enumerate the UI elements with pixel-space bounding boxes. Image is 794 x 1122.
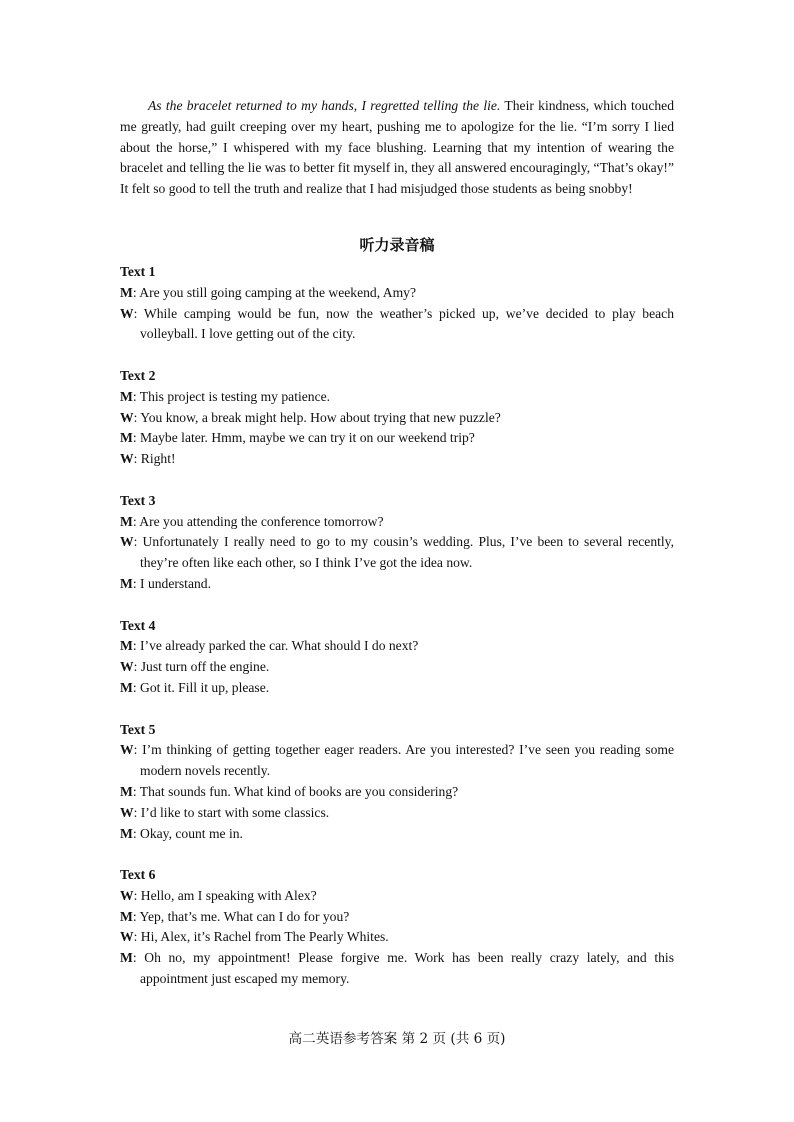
speaker-label: M — [120, 908, 133, 924]
transcript-block — [120, 366, 674, 470]
speaker-label: M — [120, 513, 133, 529]
speaker-label: W — [120, 305, 134, 321]
speaker-label: M — [120, 950, 133, 966]
dialogue-line — [120, 678, 674, 699]
paragraph-body: Their kindness, which touched me greatly, had guilt creeping over my heart, pushing me to apologize for the lie. “I’m sorry I lied about the horse,” I whispered with my face blushing. Learning that my intention of wearing the bracelet and telling the lie was to better fit myself in, they all answered encouragingly, “That’s okay!” It felt so good to tell the truth and realize that I had misjudged those students as being snobby! — [120, 98, 675, 197]
transcript-title: Text 1 — [120, 263, 156, 279]
dialogue-line — [120, 532, 674, 574]
transcript-block — [120, 262, 674, 345]
paragraph-lead-sentence: As the bracelet returned to my hands, I regretted telling the lie. — [148, 98, 501, 113]
dialogue-text: : Oh no, my appointment! Please forgive me. Work has been really crazy lately, and this appointment just escaped my memory. — [132, 950, 674, 987]
dialogue-text: : I’m thinking of getting together eager readers. Are you interested? I’ve seen you reading some modern novels recently. — [133, 742, 674, 779]
transcript-title: Text 4 — [120, 617, 156, 633]
dialogue-text: : Are you still going camping at the weekend, Amy? — [132, 284, 416, 300]
page-content — [120, 96, 674, 1011]
dialogue-line — [120, 408, 674, 429]
dialogue-line — [120, 782, 674, 803]
dialogue-line — [120, 512, 674, 533]
transcript-block — [120, 865, 674, 990]
speaker-label: M — [120, 388, 133, 404]
speaker-label: W — [120, 804, 134, 820]
section-title: 听力录音稿 — [359, 235, 435, 254]
speaker-label: M — [120, 783, 133, 799]
speaker-label: M — [120, 825, 133, 841]
speaker-label: W — [120, 534, 134, 550]
dialogue-text: : I’ve already parked the car. What should I do next? — [132, 638, 419, 654]
dialogue-text: : Maybe later. Hmm, maybe we can try it on our weekend trip? — [132, 430, 475, 446]
speaker-label: M — [120, 638, 133, 654]
speaker-label: M — [120, 430, 133, 446]
dialogue-text: : Right! — [133, 451, 176, 467]
dialogue-line — [120, 948, 674, 990]
dialogue-text: : You know, a break might help. How about trying that new puzzle? — [133, 409, 501, 425]
transcript-block — [120, 720, 674, 845]
transcript-list — [120, 262, 674, 990]
dialogue-text: : Hello, am I speaking with Alex? — [133, 887, 317, 903]
dialogue-text: : Okay, count me in. — [132, 825, 243, 841]
story-paragraph — [120, 96, 674, 200]
dialogue-line — [120, 907, 674, 928]
dialogue-line — [120, 283, 674, 304]
speaker-label: W — [120, 742, 134, 758]
dialogue-text: : While camping would be fun, now the weather’s picked up, we’ve decided to play beach volleyball. I love getting out of the city. — [133, 305, 674, 342]
dialogue-line — [120, 387, 674, 408]
dialogue-line — [120, 449, 674, 470]
speaker-label: W — [120, 409, 134, 425]
transcript-block — [120, 491, 674, 595]
dialogue-text: : I understand. — [132, 575, 211, 591]
transcript-title: Text 6 — [120, 867, 156, 883]
dialogue-line — [120, 740, 674, 782]
dialogue-line — [120, 574, 674, 595]
speaker-label: M — [120, 284, 133, 300]
dialogue-text: : Got it. Fill it up, please. — [132, 679, 270, 695]
speaker-label: W — [120, 929, 134, 945]
dialogue-line — [120, 304, 674, 346]
transcript-title: Text 2 — [120, 367, 156, 383]
transcript-block — [120, 616, 674, 699]
dialogue-text: : Are you attending the conference tomorrow? — [132, 513, 384, 529]
dialogue-text: : I’d like to start with some classics. — [133, 804, 330, 820]
dialogue-line — [120, 803, 674, 824]
dialogue-line — [120, 428, 674, 449]
dialogue-text: : Unfortunately I really need to go to my cousin’s wedding. Plus, I’ve been to several recently, they’re often like each other, so I think I’ve got the idea now. — [133, 534, 674, 571]
dialogue-text: : Yep, that’s me. What can I do for you? — [132, 908, 350, 924]
dialogue-line — [120, 927, 674, 948]
dialogue-text: : Hi, Alex, it’s Rachel from The Pearly Whites. — [133, 929, 389, 945]
dialogue-line — [120, 886, 674, 907]
dialogue-line — [120, 636, 674, 657]
dialogue-text: : This project is testing my patience. — [132, 388, 331, 404]
transcript-title: Text 3 — [120, 492, 156, 508]
page-footer: 高二英语参考答案 第 2 页 (共 6 页) — [288, 1031, 506, 1047]
speaker-label: M — [120, 679, 133, 695]
dialogue-text: : Just turn off the engine. — [133, 659, 270, 675]
speaker-label: W — [120, 887, 134, 903]
speaker-label: W — [120, 451, 134, 467]
speaker-label: W — [120, 659, 134, 675]
dialogue-line — [120, 824, 674, 845]
dialogue-text: : That sounds fun. What kind of books are you considering? — [132, 783, 459, 799]
dialogue-line — [120, 657, 674, 678]
transcript-title: Text 5 — [120, 721, 156, 737]
speaker-label: M — [120, 575, 133, 591]
